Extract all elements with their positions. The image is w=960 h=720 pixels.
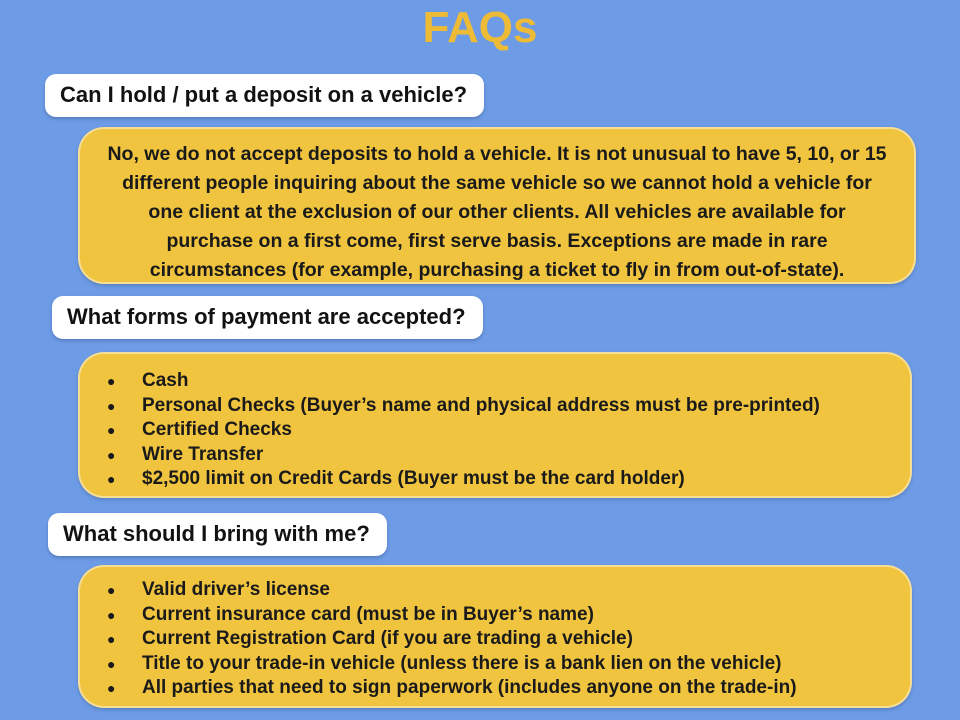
bullet-text: Certified Checks (142, 419, 292, 440)
bullet-text: Current Registration Card (if you are trading a vehicle) (142, 628, 633, 649)
bullet-icon (107, 443, 142, 468)
answer-box-payment (78, 352, 912, 498)
question-box-bring: What should I bring with me? (48, 513, 387, 556)
bullet-icon (107, 578, 142, 603)
bullet-text: Cash (142, 370, 189, 391)
bullet-icon (107, 394, 142, 419)
bullet-icon (107, 652, 142, 677)
payment-list (80, 369, 894, 492)
list-item (107, 443, 894, 468)
bullet-text: Valid driver’s license (142, 579, 330, 600)
bullet-text: Wire Transfer (142, 443, 264, 465)
slide-title: FAQs (422, 3, 538, 52)
bullet-text: Personal Checks (Buyer’s name and physical address must be pre-printed) (142, 394, 820, 416)
list-item (107, 418, 894, 443)
list-item (107, 578, 894, 603)
bring-list (80, 578, 894, 701)
list-item (107, 603, 894, 628)
answer-box-bring (78, 565, 912, 708)
bullet-text: Title to your trade-in vehicle (unless there is a bank lien on the vehicle) (142, 652, 782, 674)
bullet-icon (107, 369, 142, 394)
question-box-deposit: Can I hold / put a deposit on a vehicle? (45, 74, 484, 117)
list-item (107, 627, 894, 652)
answer-box-deposit: No, we do not accept deposits to hold a vehicle. It is not unusual to have 5, 10, or 15 different people inquiring about the same vehicle so we cannot hold a vehicle for one client at the exclusion of our other clients. All vehicles are available for purchase on a first come, first serve basis. Exceptions are made in rare circumstances (for example, purchasing a ticket to fly in from out-of-state). (78, 127, 916, 284)
bullet-icon (107, 676, 142, 701)
bullet-icon (107, 467, 142, 492)
bullet-text: All parties that need to sign paperwork (includes anyone on the trade-in) (142, 677, 797, 698)
bullet-text: Current insurance card (must be in Buyer’s name) (142, 603, 594, 625)
list-item (107, 467, 894, 492)
bullet-icon (107, 603, 142, 628)
list-item (107, 394, 894, 419)
list-item (107, 369, 894, 394)
list-item (107, 652, 894, 677)
bullet-icon (107, 627, 142, 652)
question-box-payment: What forms of payment are accepted? (52, 296, 483, 339)
list-item (107, 676, 894, 701)
bullet-text: $2,500 limit on Credit Cards (Buyer must be the card holder) (142, 468, 685, 489)
bullet-icon (107, 418, 142, 443)
